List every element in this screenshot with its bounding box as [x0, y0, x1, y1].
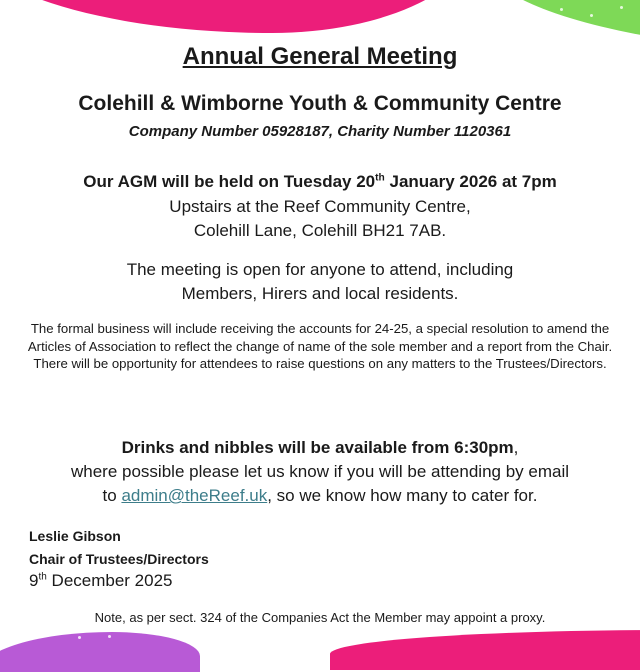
agm-date-prefix: Our AGM will be held on Tuesday 20 — [83, 172, 376, 191]
address-line-1: Upstairs at the Reef Community Centre, — [169, 197, 471, 216]
date-rest: December 2025 — [46, 571, 173, 590]
drinks-line — [0, 438, 640, 458]
purple-decorative-shape-bottom — [0, 632, 200, 672]
signatory-role: Chair of Trustees/Directors — [29, 551, 209, 567]
formal-business-paragraph: The formal business will include receiving the accounts for 24-25, a special resolution to amend the Articles of Association to reflect the change of name of the sole member and a report from the Chair. There will be opportunity for attendees to raise questions on any matters to the Trustees/Directors. — [27, 321, 613, 371]
decorative-dot — [108, 635, 111, 638]
open-invite-line-1: The meeting is open for anyone to attend, including — [126, 260, 514, 279]
pink-decorative-shape-bottom — [330, 630, 640, 670]
date-day: 9 — [29, 571, 39, 590]
decorative-dot — [620, 6, 623, 9]
drinks-comma: , — [513, 438, 519, 457]
page-title: Annual General Meeting — [182, 43, 458, 70]
address-line-2: Colehill Lane, Colehill BH21 7AB. — [193, 221, 447, 240]
rsvp-to: to — [102, 486, 122, 505]
signature-date — [29, 571, 173, 591]
company-details: Company Number 05928187, Charity Number 1120361 — [128, 123, 512, 140]
proxy-note: Note, as per sect. 324 of the Companies Act the Member may appoint a proxy. — [94, 610, 546, 625]
organisation-name: Colehill & Wimborne Youth & Community Centre — [78, 92, 562, 115]
green-decorative-shape-top — [490, 0, 640, 40]
signatory-name: Leslie Gibson — [29, 528, 121, 544]
agm-date-line — [0, 172, 640, 192]
email-link[interactable]: admin@theReef.uk — [121, 486, 268, 505]
drinks-text: Drinks and nibbles will be available from 6:30pm — [121, 438, 514, 457]
rsvp-email-line — [0, 486, 640, 506]
agm-date-ordinal: th — [375, 172, 385, 184]
date-ordinal: th — [38, 571, 47, 583]
rsvp-end: , so we know how many to cater for. — [267, 486, 538, 505]
rsvp-line: where possible please let us know if you will be attending by email — [71, 462, 569, 481]
decorative-dot — [560, 8, 563, 11]
open-invite-line-2: Members, Hirers and local residents. — [181, 284, 459, 303]
pink-decorative-shape-top — [0, 0, 480, 33]
decorative-dot — [590, 14, 593, 17]
agm-date-suffix: January 2026 at 7pm — [384, 172, 557, 191]
decorative-dot — [78, 636, 81, 639]
